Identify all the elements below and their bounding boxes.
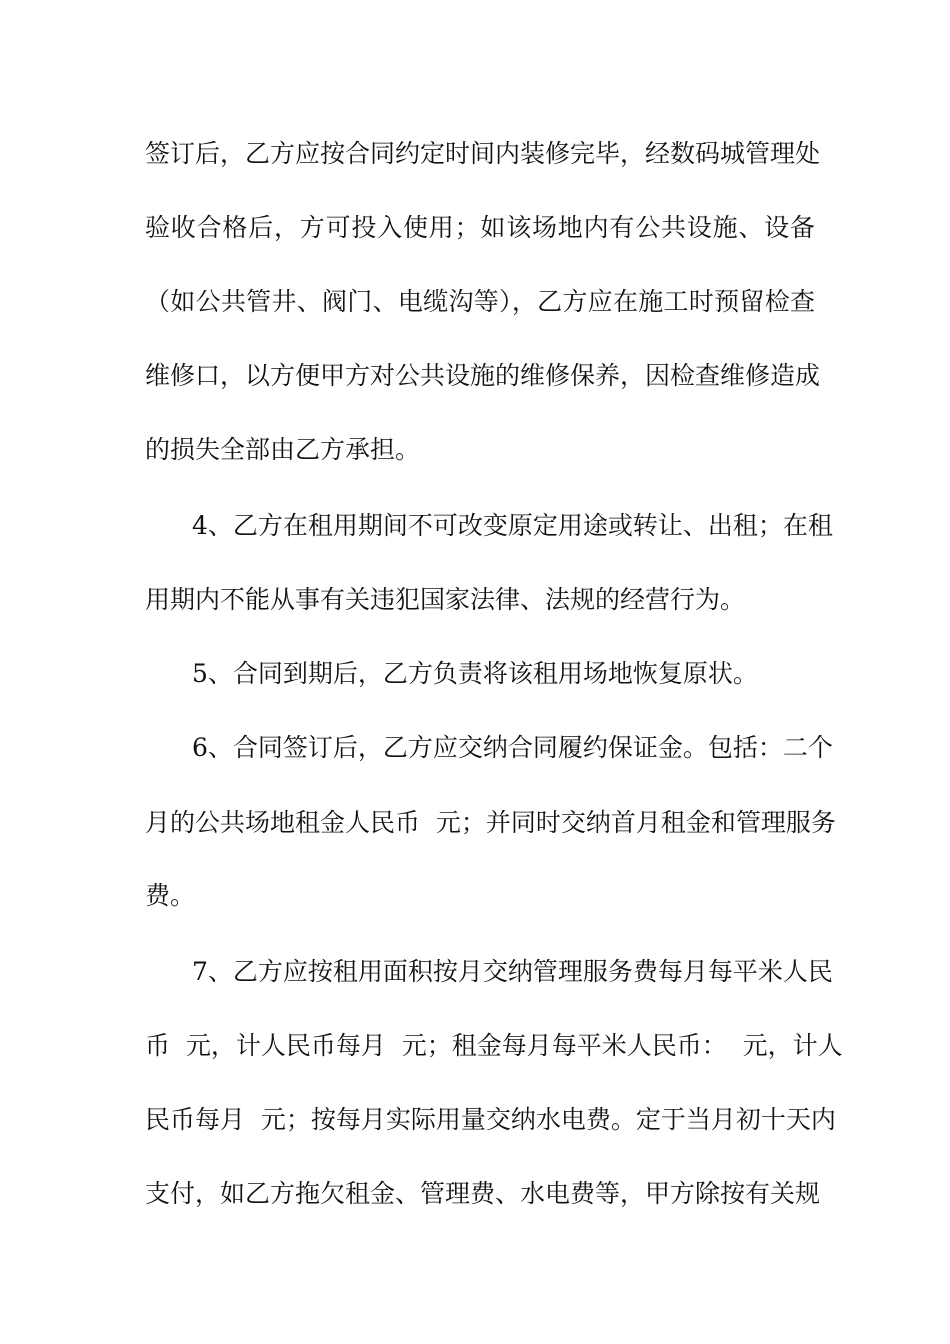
- body-text-line: 签订后，乙方应按合同约定时间内装修完毕，经数码城管理处: [145, 139, 821, 168]
- body-text-line: 用期内不能从事有关违犯国家法律、法规的经营行为。: [145, 585, 746, 614]
- body-text-line: 维修口，以方便甲方对公共设施的维修保养，因检查维修造成: [145, 361, 821, 390]
- clause-5-line: 5、合同到期后，乙方负责将该租用场地恢复原状。: [192, 659, 758, 688]
- body-text-line: 币 元，计人民币每月 元；租金每月每平米人民币： 元，计人: [145, 1031, 843, 1060]
- body-text-line: 的损失全部由乙方承担。: [145, 435, 421, 464]
- clause-4-line: 4、乙方在租用期间不可改变原定用途或转让、出租；在租: [192, 511, 833, 540]
- clause-6-line: 6、合同签订后，乙方应交纳合同履约保证金。包括：二个: [192, 733, 833, 762]
- body-text-line: 验收合格后，方可投入使用；如该场地内有公共设施、设备: [145, 213, 815, 242]
- body-text-line: 费。: [145, 881, 196, 910]
- body-text-line: 民币每月 元；按每月实际用量交纳水电费。定于当月初十天内: [145, 1105, 836, 1134]
- body-text-line: 支付，如乙方拖欠租金、管理费、水电费等，甲方除按有关规: [145, 1179, 821, 1208]
- body-text-line: 月的公共场地租金人民币 元；并同时交纳首月租金和管理服务: [145, 808, 836, 837]
- body-text-line: （如公共管井、阀门、电缆沟等），乙方应在施工时预留检查: [145, 287, 815, 316]
- clause-7-line: 7、乙方应按租用面积按月交纳管理服务费每月每平米人民: [192, 957, 833, 986]
